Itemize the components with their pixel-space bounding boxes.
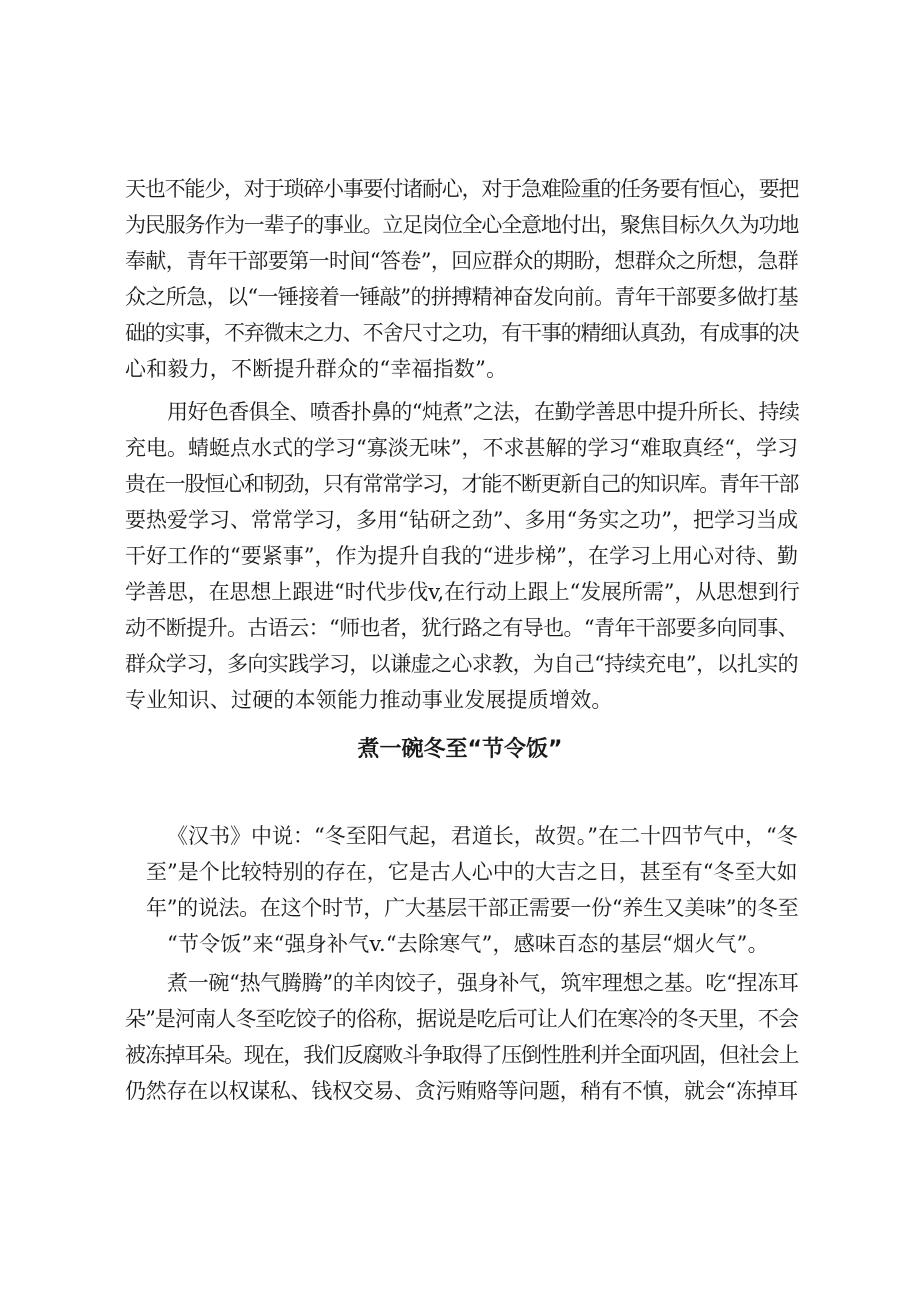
text-line: 要热爱学习、常常学习，多用“钻研之劲”、多用“务实之功”，把学习当成 bbox=[125, 508, 798, 532]
text-line: 专业知识、过硬的本领能力推动事业发展提质增效。 bbox=[125, 688, 613, 712]
text-line: 群众学习，多向实践学习，以谦虚之心求教，为自己“持续充电”，以扎实的 bbox=[125, 652, 799, 676]
text-line: 至”是个比较特别的存在，它是古人心中的大吉之日，甚至有“冬至大如 bbox=[146, 860, 798, 884]
text-line: 干好工作的“要紧事”，作为提升自我的“进步梯”，在学习上用心对待、勤 bbox=[125, 544, 798, 568]
text-line: 用好色香俱全、喷香扑鼻的“炖煮”之法，在勤学善思中提升所长、持续 bbox=[167, 400, 800, 424]
text-line: 仍然存在以权谋私、钱权交易、贪污贿赂等问题，稍有不慎，就会“冻掉耳 bbox=[125, 1079, 798, 1103]
text-line: 心和毅力，不断提升群众的“幸福指数”。 bbox=[125, 357, 508, 381]
text-line: 众之所急，以“一锤接着一锤敲”的拼搏精神奋发向前。青年干部要多做打基 bbox=[125, 285, 799, 309]
text-line: 贵在一股恒心和韧劲，只有常常学习，才能不断更新自己的知识库。青年干部 bbox=[125, 472, 799, 496]
text-line: 年”的说法。在这个时节，广大基层干部正需要一份“养生又美味”的冬至 bbox=[146, 896, 799, 920]
text-line: 被冻掉耳朵。现在，我们反腐败斗争取得了压倒性胜利并全面巩固，但社会上 bbox=[125, 1043, 799, 1067]
text-line: 学善思，在思想上跟进“时代步伐v,在行动上跟上“发展所需”，从思想到行 bbox=[125, 580, 800, 604]
text-line: 奉献，青年干部要第一时间“答卷”，回应群众的期盼，想群众之所想，急群 bbox=[125, 249, 799, 273]
text-line: 天也不能少，对于琐碎小事要付诸耐心，对于急难险重的任务要有恒心，要把 bbox=[125, 177, 799, 201]
text-line: 朵”是河南人冬至吃饺子的俗称，据说是吃后可让人们在寒冷的冬天里，不会 bbox=[125, 1007, 799, 1031]
text-line: 煮一碗“热气腾腾”的羊肉饺子，强身补气，筑牢理想之基。吃“捏冻耳 bbox=[167, 971, 799, 995]
text-line: 础的实事，不弃微末之力、不舍尺寸之功，有干事的精细认真劲，有成事的决 bbox=[125, 321, 799, 345]
text-line: 动不断提升。古语云：“师也者，犹行路之有导也。“青年干部要多向同事、 bbox=[125, 616, 799, 640]
text-line: “节令饭”来“强身补气v.“去除寒气”，感味百态的基层“烟火气”。 bbox=[167, 932, 769, 956]
text-line: 充电。蜻蜓点水式的学习“寡淡无味”，不求甚解的学习“难取真经“，学习 bbox=[125, 436, 798, 460]
text-line: 为民服务作为一辈子的事业。立足岗位全心全意地付出，聚焦目标久久为功地 bbox=[125, 213, 799, 237]
text-line: 《汉书》中说：“冬至阳气起，君道长，故贺。”在二十四节气中，“冬 bbox=[167, 824, 798, 848]
section-heading: 煮一碗冬至“节令饭” bbox=[357, 737, 563, 762]
